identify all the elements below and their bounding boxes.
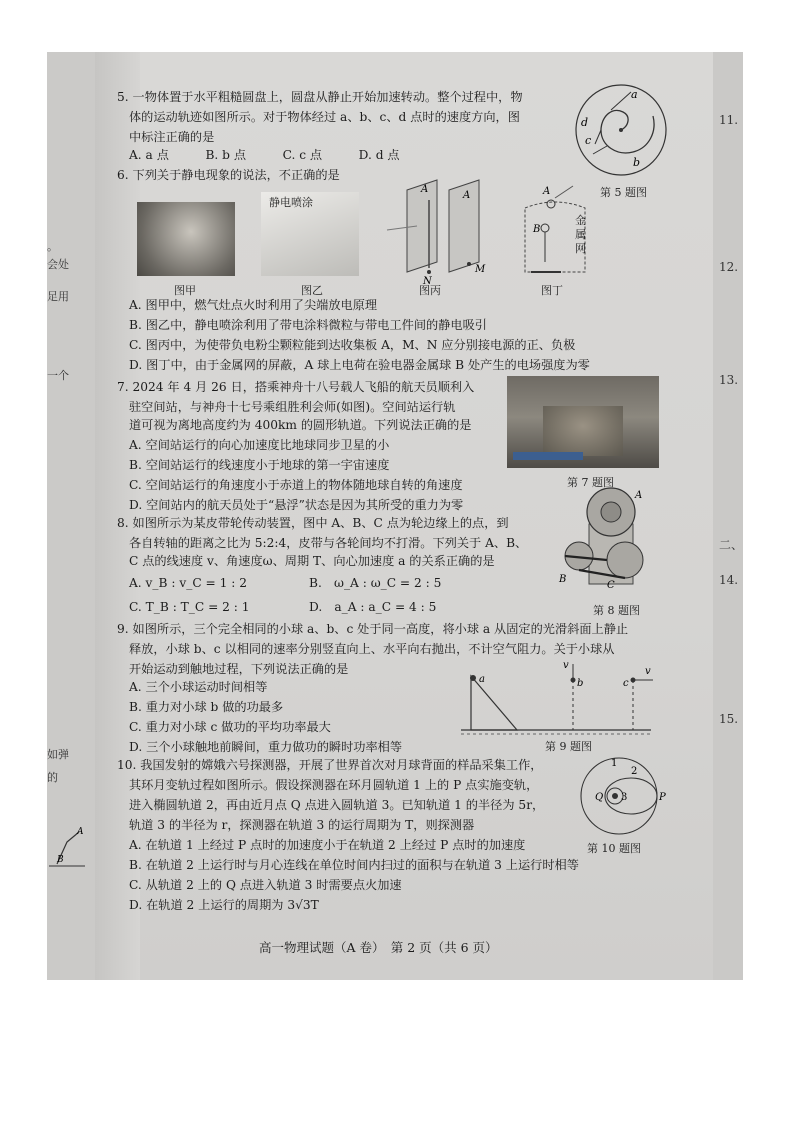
q5-stem-line: 体的运动轨迹如图所示。对于物体经过 a、b、c、d 点时的速度方向，图 xyxy=(129,110,520,124)
left-margin-text: 的 xyxy=(47,771,58,784)
q6-bing-label: N xyxy=(423,276,432,287)
q9-stem-line: 9. 如图所示，三个完全相同的小球 a、b、c 处于同一高度，将小球 a 从固定的光滑斜面上静止 xyxy=(117,622,629,636)
right-margin-text: 13. xyxy=(719,373,739,387)
q6-figure-bing xyxy=(387,180,497,287)
q5-caption: 第 5 题图 xyxy=(600,186,647,199)
q9-incline-figure xyxy=(461,660,661,740)
q9-stem-line: 开始运动到触地过程，下列说法正确的是 xyxy=(129,662,349,676)
q6-caption-ding: 图丁 xyxy=(541,284,563,297)
q6-photo-yi xyxy=(261,192,359,276)
q10-option-b: B. 在轨道 2 上运行时与月心连线在单位时间内扫过的面积与在轨道 3 上运行时相等 xyxy=(129,858,579,872)
q7-stem-line: 7. 2024 年 4 月 26 日，搭乘神舟十八号载人飞船的航天员顺利入 xyxy=(117,380,475,394)
q6-bing-label: A xyxy=(463,190,471,201)
q9-option-a: A. 三个小球运动时间相等 xyxy=(129,680,268,694)
left-margin-text: 足用 xyxy=(47,290,69,303)
q10-stem-line: 其环月变轨过程如图所示。假设探测器在环月圆轨道 1 上的 P 点实施变轨， xyxy=(129,778,539,792)
q9-caption: 第 9 题图 xyxy=(545,740,592,753)
right-margin-text: 12. xyxy=(719,260,739,274)
q7-stem-line: 道可视为离地高度约为 400km 的圆形轨道。下列说法正确的是 xyxy=(129,418,472,432)
q10-fig-label: Q xyxy=(595,792,604,803)
right-margin-text: 11. xyxy=(719,113,739,127)
q6-ding-label: A xyxy=(543,186,551,197)
q6-caption-bing: 图丙 xyxy=(419,284,441,297)
q10-orbit-figure xyxy=(571,756,671,838)
q6-option-b: B. 图乙中，静电喷涂利用了带电涂料微粒与带电工件间的静电吸引 xyxy=(129,318,487,332)
q9-fig-label: v xyxy=(563,660,569,671)
q7-stem-line: 驻空间站，与神舟十七号乘组胜利会师(如图)。空间站运行轨 xyxy=(129,400,456,414)
q8-stem-line: 8. 如图所示为某皮带轮传动装置，图中 A、B、C 点为轮边缘上的点，到 xyxy=(117,516,509,530)
q7-option-b: B. 空间站运行的线速度小于地球的第一宇宙速度 xyxy=(129,458,390,472)
q8-option-a: A. v_B : v_C = 1 : 2 xyxy=(129,576,247,590)
left-margin-sketch xyxy=(47,822,87,872)
q10-fig-label: 1 xyxy=(611,758,618,769)
q9-option-c: C. 重力对小球 c 做功的平均功率最大 xyxy=(129,720,331,734)
q5-disc-figure xyxy=(571,82,671,184)
q7-option-d: D. 空间站内的航天员处于“悬浮”状态是因为其所受的重力为零 xyxy=(129,498,464,512)
q5-fig-label: c xyxy=(585,134,592,147)
left-margin-text: 一个 xyxy=(47,369,69,382)
q6-ding-label: B xyxy=(533,224,541,235)
q7-astronauts-photo xyxy=(507,376,659,468)
q9-fig-label: c xyxy=(623,678,629,689)
q6-spray-label: 静电喷涂 xyxy=(269,196,313,209)
q10-fig-label: 3 xyxy=(621,792,628,803)
q7-caption: 第 7 题图 xyxy=(567,476,614,489)
q9-fig-label: b xyxy=(577,678,584,689)
q6-bing-label: M xyxy=(475,264,486,275)
q6-bing-label: A xyxy=(421,184,429,195)
q6-option-c: C. 图丙中，为使带负电粉尘颗粒能到达收集板 A，M、N 应分别接电源的正、负极 xyxy=(129,338,576,352)
q5-fig-label: d xyxy=(581,116,589,129)
svg-text:B: B xyxy=(57,855,64,865)
q6-ding-net-label: 金属网 xyxy=(575,214,586,255)
q6-option-d: D. 图丁中，由于金属网的屏蔽，A 球上电荷在验电器金属球 B 处产生的电场强度为零 xyxy=(129,358,590,372)
q7-option-a: A. 空间站运行的向心加速度比地球同步卫星的小 xyxy=(129,438,390,452)
page-footer: 高一物理试题（A 卷） 第 2 页（共 6 页） xyxy=(259,940,498,955)
q9-option-b: B. 重力对小球 b 做的功最多 xyxy=(129,700,284,714)
q5-fig-label: a xyxy=(631,88,638,101)
q7-option-c: C. 空间站运行的角速度小于赤道上的物体随地球自转的角速度 xyxy=(129,478,463,492)
q9-fig-label: v xyxy=(645,666,651,677)
left-margin-text: 如弹 xyxy=(47,748,69,761)
q10-caption: 第 10 题图 xyxy=(587,842,641,855)
q8-stem-line: 各自转轴的距离之比为 5:2:4，皮带与各轮间均不打滑。下列关于 A、B、 xyxy=(129,536,528,550)
q5-stem-line: 中标注正确的是 xyxy=(129,130,215,144)
left-margin-text: 会处 xyxy=(47,258,69,271)
q8-option-b: B. ω_A : ω_C = 2 : 5 xyxy=(309,576,442,590)
q10-stem-line: 轨道 3 的半径为 r，探测器在轨道 3 的运行周期为 T，则探测器 xyxy=(129,818,475,832)
q9-fig-label: a xyxy=(479,674,485,685)
left-margin-text: 。 xyxy=(47,240,58,253)
q5-fig-label: b xyxy=(633,156,641,169)
q5-stem-line: 5. 一物体置于水平粗糙圆盘上，圆盘从静止开始加速转动。整个过程中，物 xyxy=(117,90,523,104)
q8-fig-label: A xyxy=(635,490,643,501)
q6-figure-ding xyxy=(515,178,605,278)
next-page-strip xyxy=(713,52,743,980)
q5-options: A. a 点 B. b 点 C. c 点 D. d 点 xyxy=(129,148,400,162)
right-margin-text: 15. xyxy=(719,712,739,726)
q9-option-d: D. 三个小球触地前瞬间，重力做功的瞬时功率相等 xyxy=(129,740,403,754)
q6-photo-jia xyxy=(137,202,235,276)
q8-option-c: C. T_B : T_C = 2 : 1 xyxy=(129,600,250,614)
q10-stem-line: 进入椭圆轨道 2，再由近月点 Q 点进入圆轨道 3。已知轨道 1 的半径为 5r， xyxy=(129,798,545,812)
photographed-exam-page xyxy=(47,52,743,980)
q10-option-a: A. 在轨道 1 上经过 P 点时的加速度小于在轨道 2 上经过 P 点时的加速度 xyxy=(129,838,526,852)
q10-option-d: D. 在轨道 2 上运行的周期为 3√3T xyxy=(129,898,319,912)
q8-stem-line: C 点的线速度 v、角速度ω、周期 T、向心加速度 a 的关系正确的是 xyxy=(129,554,495,568)
right-margin-text: 二、 xyxy=(719,538,744,552)
q8-caption: 第 8 题图 xyxy=(593,604,640,617)
q10-fig-label: P xyxy=(659,792,666,803)
q8-fig-label: B xyxy=(559,574,567,585)
q6-caption-yi: 图乙 xyxy=(301,284,323,297)
q10-stem-line: 10. 我国发射的嫦娥六号探测器，开展了世界首次对月球背面的样品采集工作， xyxy=(117,758,543,772)
svg-text:A: A xyxy=(77,827,84,837)
q8-pulley-figure xyxy=(559,484,669,596)
q6-stem: 6. 下列关于静电现象的说法，不正确的是 xyxy=(117,168,340,182)
q10-option-c: C. 从轨道 2 上的 Q 点进入轨道 3 时需要点火加速 xyxy=(129,878,402,892)
q6-option-a: A. 图甲中，燃气灶点火时利用了尖端放电原理 xyxy=(129,298,378,312)
q9-stem-line: 释放，小球 b、c 以相同的速率分别竖直向上、水平向右抛出，不计空气阻力。关于小球从 xyxy=(129,642,615,656)
q8-fig-label: C xyxy=(607,580,615,591)
q8-option-d: D. a_A : a_C = 4 : 5 xyxy=(309,600,437,614)
q10-fig-label: 2 xyxy=(631,766,638,777)
right-margin-text: 14. xyxy=(719,573,739,587)
q6-caption-jia: 图甲 xyxy=(174,284,196,297)
